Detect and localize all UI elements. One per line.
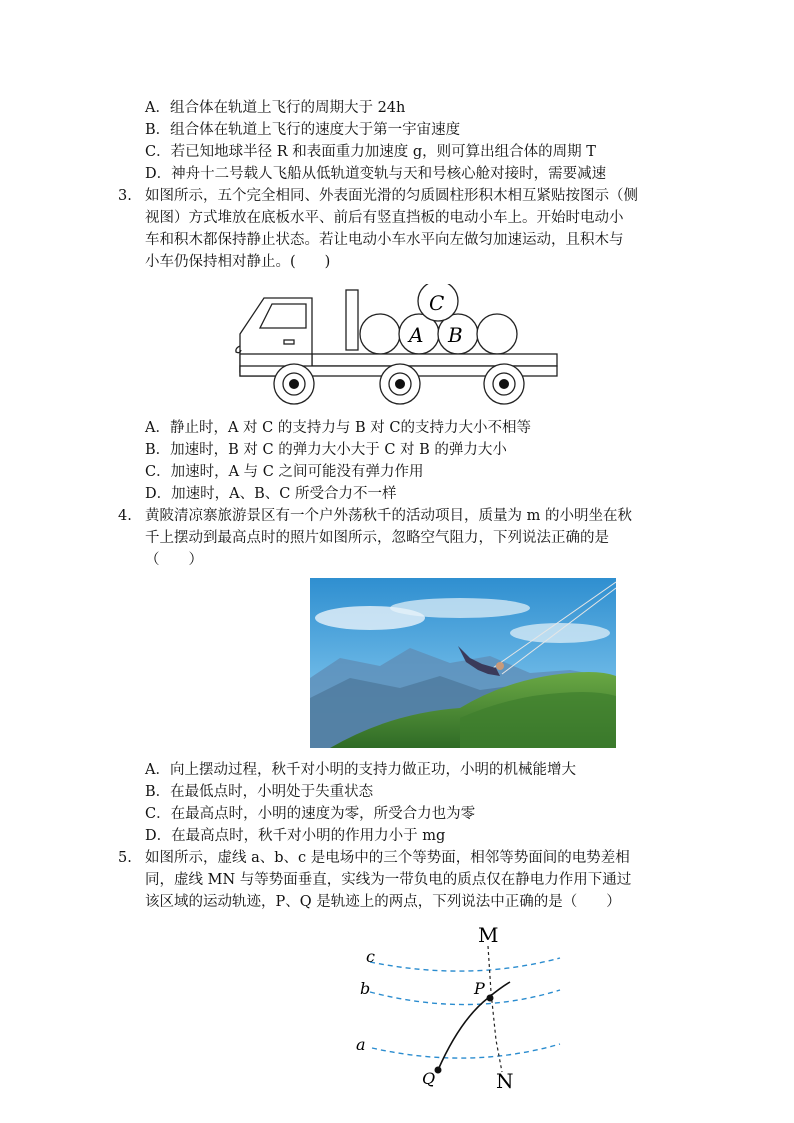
label-b: b bbox=[360, 979, 371, 998]
q3-text-line: 小车仍保持相对静止。( ) bbox=[145, 254, 331, 270]
label-A: A bbox=[409, 323, 424, 347]
q4-option-d: D．在最高点时，秋千对小明的作用力小于 mg bbox=[145, 828, 446, 844]
q3-text-line: 视图）方式堆放在底板水平、前后有竖直挡板的电动小车上。开始时电动小 bbox=[145, 210, 624, 226]
label-C: C bbox=[429, 291, 445, 315]
q4-option-a: A．向上摆动过程，秋千对小明的支持力做正功，小明的机械能增大 bbox=[145, 762, 576, 778]
swing-photo bbox=[310, 578, 616, 748]
q3-text-line: 如图所示，五个完全相同、外表面光滑的匀质圆柱形积木相互紧贴按图示（侧 bbox=[145, 188, 638, 204]
q3-option-c: C．加速时，A 与 C 之间可能没有弹力作用 bbox=[145, 464, 424, 480]
q2-option-c: C．若已知地球半径 R 和表面重力加速度 g，则可算出组合体的周期 T bbox=[145, 144, 596, 160]
label-Q: Q bbox=[422, 1069, 436, 1088]
label-a: a bbox=[356, 1035, 366, 1054]
q3-text-line: 车和积木都保持静止状态。若让电动小车水平向左做匀加速运动，且积木与 bbox=[145, 232, 624, 248]
q4-number: 4. bbox=[118, 508, 132, 524]
q5-number: 5. bbox=[118, 850, 132, 866]
q4-text-line: （ ） bbox=[145, 552, 203, 568]
q3-number: 3. bbox=[118, 188, 132, 204]
q2-option-a: A．组合体在轨道上飞行的周期大于 24h bbox=[145, 100, 406, 116]
q5-text-line: 同，虚线 MN 与等势面垂直，实线为一带负电的质点仅在静电力作用下通过 bbox=[145, 872, 632, 888]
q3-option-a: A．静止时，A 对 C 的支持力与 B 对 C的支持力大小不相等 bbox=[145, 420, 531, 436]
q3-option-d: D．加速时，A、B、C 所受合力不一样 bbox=[145, 486, 397, 502]
q4-text-line: 千上摆动到最高点时的照片如图所示，忽略空气阻力，下列说法正确的是 bbox=[145, 530, 609, 546]
q2-option-d: D．神舟十二号载人飞船从低轨道变轨与天和号核心舱对接时，需要减速 bbox=[145, 166, 607, 182]
label-N: N bbox=[496, 1069, 514, 1093]
q4-option-b: B．在最低点时，小明处于失重状态 bbox=[145, 784, 374, 800]
label-B: B bbox=[448, 323, 463, 347]
q2-option-b: B．组合体在轨道上飞行的速度大于第一宇宙速度 bbox=[145, 122, 461, 138]
truck-figure bbox=[232, 284, 562, 410]
label-M: M bbox=[478, 923, 499, 947]
q4-text-line: 黄陂清凉寨旅游景区有一个户外荡秋千的活动项目，质量为 m 的小明坐在秋 bbox=[145, 508, 632, 524]
label-c: c bbox=[366, 947, 375, 966]
q4-option-c: C．在最高点时，小明的速度为零，所受合力也为零 bbox=[145, 806, 476, 822]
label-P: P bbox=[474, 979, 485, 998]
q3-option-b: B．加速时，B 对 C 的弹力大小大于 C 对 B 的弹力大小 bbox=[145, 442, 507, 458]
q5-text-line: 该区域的运动轨迹，P、Q 是轨迹上的两点，下列说法中正确的是（ ） bbox=[145, 894, 621, 910]
q5-text-line: 如图所示，虚线 a、b、c 是电场中的三个等势面，相邻等势面间的电势差相 bbox=[145, 850, 630, 866]
equipotential-figure bbox=[350, 920, 570, 1096]
